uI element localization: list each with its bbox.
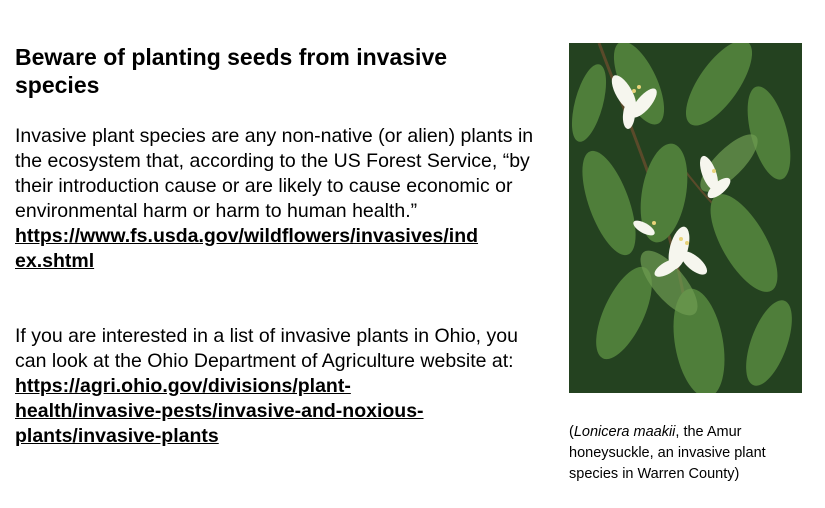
caption-species: Lonicera maakii <box>573 424 676 440</box>
usda-link-line-1[interactable]: https://www.fs.usda.gov/wildflowers/invasives/ind <box>15 225 479 247</box>
caption-rest: , the Amur honeysuckle, an invasive plant species in Warren County) <box>569 424 766 482</box>
usda-link[interactable] <box>15 225 478 272</box>
ohio-text: If you are interested in a list of invasive plants in Ohio, you can look at the Ohio Department of Agriculture website at: <box>15 325 518 372</box>
ohio-link-line-2[interactable]: health/invasive-pests/invasive-and-noxious- <box>15 400 424 422</box>
ohio-agri-link[interactable] <box>15 375 424 447</box>
usda-link-line-2[interactable]: ex.shtml <box>15 250 95 272</box>
caption-open-paren: ( <box>569 424 574 440</box>
photo-caption <box>569 422 804 485</box>
ohio-list-paragraph <box>15 324 535 449</box>
slide-title: Beware of planting seeds from invasive species <box>15 44 448 98</box>
definition-text: Invasive plant species are any non-native (or alien) plants in the ecosystem that, according to the US Forest Service, “by their introduction cause or are likely to cause economic or environmental harm or harm to human health.” <box>15 125 534 222</box>
ohio-link-line-1[interactable]: https://agri.ohio.gov/divisions/plant- <box>15 375 351 397</box>
honeysuckle-photo <box>569 43 802 393</box>
honeysuckle-illustration <box>569 43 802 393</box>
ohio-link-line-3[interactable]: plants/invasive-plants <box>15 425 219 447</box>
invasive-definition-paragraph <box>15 124 535 274</box>
